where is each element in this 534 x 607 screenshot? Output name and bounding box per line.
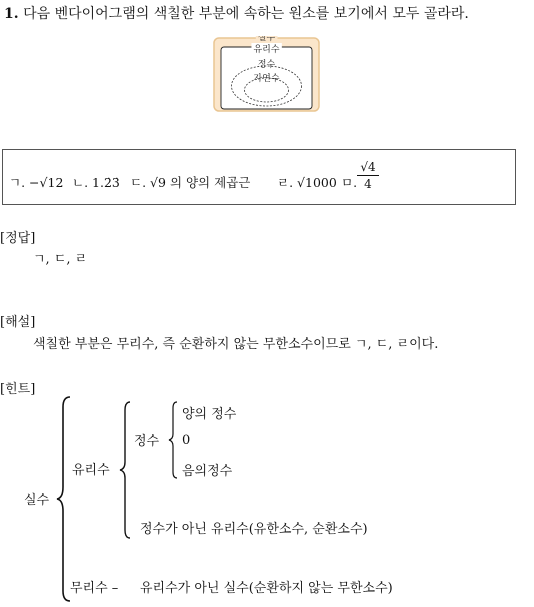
hint-integer-item-positive: 양의 정수 — [182, 407, 237, 422]
fraction-denominator: 4 — [364, 177, 372, 191]
fraction-numerator: √4 — [360, 160, 376, 174]
choice-expr: −√12 — [29, 175, 64, 190]
choice-5 — [341, 173, 357, 191]
venn-label-natural: 자연수 — [253, 74, 280, 84]
hint-integer: 정수 — [134, 434, 160, 449]
explanation-text: 색칠한 부분은 무리수, 즉 순환하지 않는 무한소수이므로 ㄱ, ㄷ, ㄹ이다. — [33, 337, 439, 352]
venn-label-real: 실수 — [257, 36, 276, 43]
choice-2 — [72, 173, 120, 191]
choice-mark: ㄷ. — [130, 175, 147, 190]
choice-5-fraction — [357, 160, 379, 191]
question — [4, 3, 469, 23]
hint-irrational-label: 무리수 – — [70, 581, 119, 596]
hint-heading: [힌트] — [0, 382, 36, 397]
explanation-heading: [해설] — [0, 315, 36, 330]
venn-label-rational: 유리수 — [253, 45, 280, 55]
choice-expr: √9 의 양의 제곱근 — [150, 175, 251, 190]
choice-4 — [277, 173, 337, 191]
hint-irrational-desc: 유리수가 아닌 실수(순환하지 않는 무한소수) — [140, 581, 393, 596]
answer-heading: [정답] — [0, 231, 36, 246]
choice-mark: ㄹ. — [277, 175, 294, 190]
choice-1 — [9, 173, 63, 191]
question-number: 1. — [4, 6, 19, 22]
choice-expr: 1.2̇3̇ — [92, 175, 120, 190]
venn-label-integer: 정수 — [257, 60, 276, 70]
hint-root: 실수 — [24, 493, 50, 508]
hint-integer-item-negative: 음의정수 — [182, 464, 233, 479]
choice-mark: ㅁ. — [341, 175, 358, 190]
hint-non-integer: 정수가 아닌 유리수(유한소수, 순환소수) — [140, 522, 368, 537]
hint-rational: 유리수 — [72, 463, 110, 478]
choice-mark: ㄱ. — [9, 175, 26, 190]
question-text: 다음 벤다이어그램의 색칠한 부분에 속하는 원소를 보기에서 모두 골라라. — [23, 6, 469, 22]
choice-expr: √1000 — [297, 175, 337, 190]
medium-brace — [119, 400, 132, 544]
answer-text: ㄱ, ㄷ, ㄹ — [33, 252, 88, 267]
venn-diagram — [213, 36, 320, 112]
choice-mark: ㄴ. — [72, 175, 89, 190]
fraction-bar — [357, 175, 379, 176]
choice-3 — [130, 173, 250, 191]
hint-integer-item-zero: 0 — [182, 433, 191, 448]
large-brace — [56, 395, 72, 607]
small-brace — [168, 400, 178, 484]
